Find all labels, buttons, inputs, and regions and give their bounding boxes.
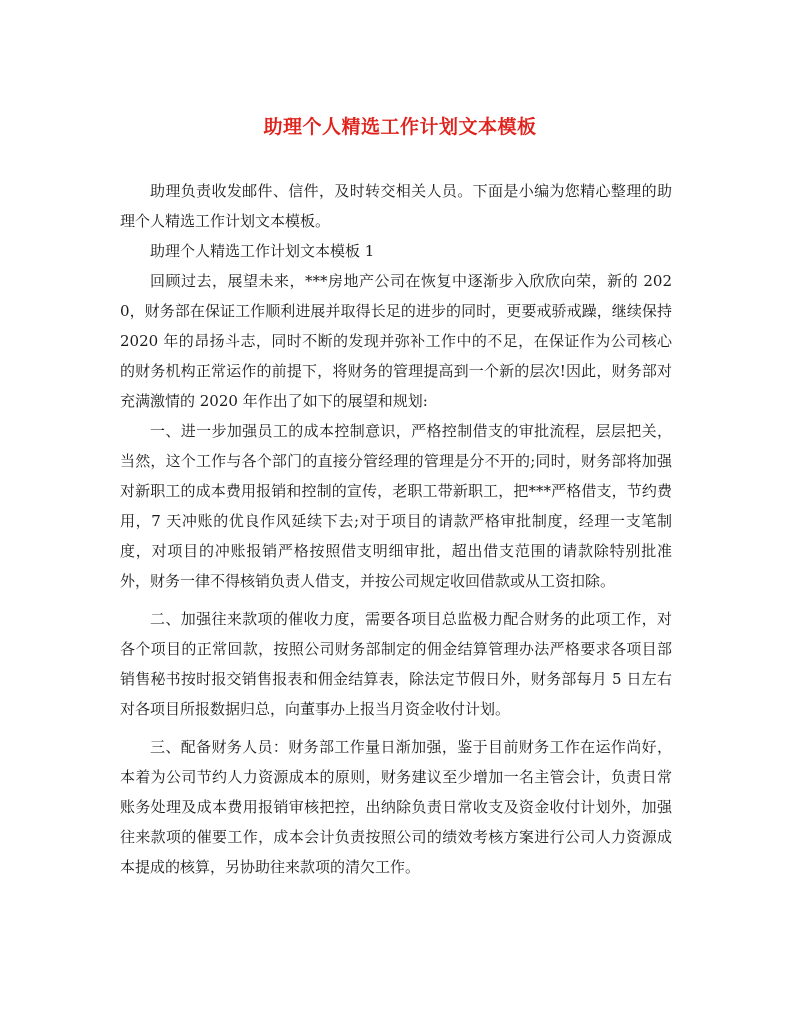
- body-paragraph: 一、进一步加强员工的成本控制意识，严格控制借支的审批流程，层层把关，当然，这个工作与各个部门的直接分管经理的管理是分不开的;同时，财务部将加强对新职工的成本费用报销和控制的宣传，老职工带新职工，把***严格借支，节约费用，7 天冲账的优良作风延续下去;对于项目的请款严格审批制度，经理一支笔制度，对项目的冲账报销严格按照借支明细审批，超出借支范围的请款除特别批准外，财务一律不得核销负责人借支，并按公司规定收回借款或从工资扣除。: [120, 422, 672, 590]
- intro-paragraph: 助理负责收发邮件、信件，及时转交相关人员。下面是小编为您精心整理的助理个人精选工作计划文本模板。: [120, 182, 672, 230]
- section-heading: 助理个人精选工作计划文本模板 1: [150, 242, 375, 260]
- document-title: 助理个人精选工作计划文本模板: [263, 116, 537, 138]
- body-paragraph: 二、加强往来款项的催收力度，需要各项目总监极力配合财务的此项工作，对各个项目的正常回款，按照公司财务部制定的佣金结算管理办法严格要求各项目部销售秘书按时报交销售报表和佣金结算表，除法定节假日外，财务部每月 5 日左右对各项目所报数据归总，向董事办上报当月资金收付计划。: [120, 610, 672, 718]
- document-body: [120, 176, 672, 882]
- body-paragraph: 回顾过去，展望未来，***房地产公司在恢复中逐渐步入欣欣向荣，新的 2020，财务部在保证工作顺利进展并取得长足的进步的同时，更要戒骄戒躁，继续保持 2020 年的昂扬斗志，同时不断的发现并弥补工作中的不足，在保证作为公司核心的财务机构正常运作的前提下，将财务的管理提高到一个新的层次!因此，财务部对充满激情的 2020 年作出了如下的展望和规划:: [120, 272, 672, 410]
- body-paragraph: 三、配备财务人员：财务部工作量日渐加强，鉴于目前财务工作在运作尚好，本着为公司节约人力资源成本的原则，财务建议至少增加一名主管会计，负责日常账务处理及成本费用报销审核把控，出纳除负责日常收支及资金收付计划外，加强往来款项的催要工作，成本会计负责按照公司的绩效考核方案进行公司人力资源成本提成的核算，另协助往来款项的清欠工作。: [120, 738, 672, 876]
